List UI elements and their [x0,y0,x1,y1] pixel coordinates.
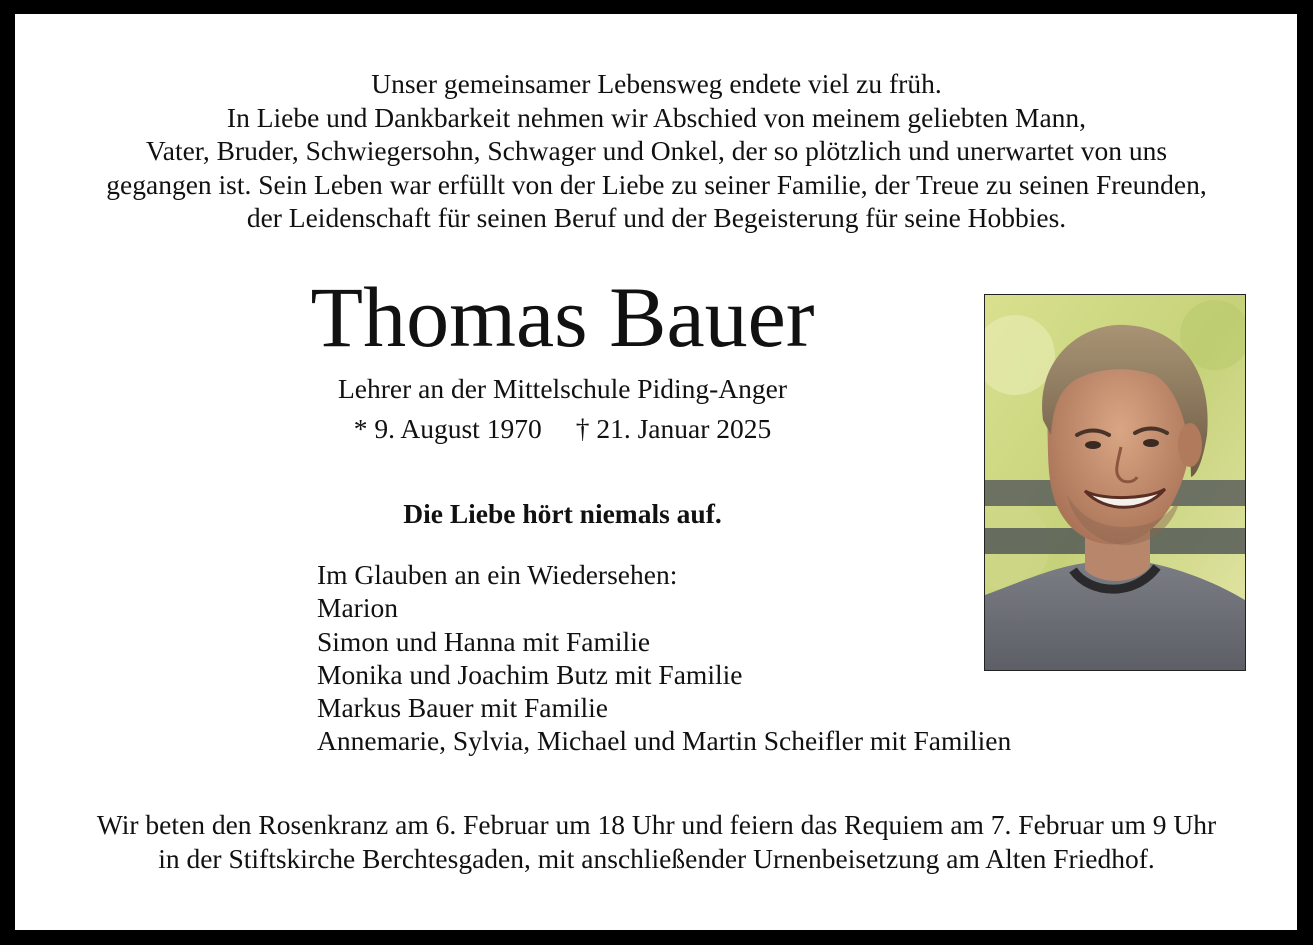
intro-line: In Liebe und Dankbarkeit nehmen wir Abschied von meinem geliebten Mann, [226,101,1087,133]
service-line: Wir beten den Rosenkranz am 6. Februar um 18 Uhr und feiern das Requiem am 7. Februar um 9 Uhr [96,809,1217,840]
service-info [20,808,1293,875]
mourner-entry: Annemarie, Sylvia, Michael und Martin Scheifler mit Familien [317,725,1012,757]
portrait-photo [984,294,1246,671]
deceased-occupation: Lehrer an der Mittelschule Piding-Anger [337,373,788,404]
mourners-heading: Im Glauben an ein Wiedersehen: [317,559,678,590]
motto: Die Liebe hört niemals auf. [403,498,722,529]
intro-line: Unser gemeinsamer Lebensweg endete viel zu früh. [371,68,942,99]
mourners-list [317,558,1011,758]
mourner-entry: Monika und Joachim Butz mit Familie [317,658,743,690]
death-date: † 21. Januar 2025 [575,413,772,444]
mourner-entry: Marion [317,592,398,624]
life-dates [200,412,925,446]
intro-line: Vater, Bruder, Schwiegersohn, Schwager und Onkel, der so plötzlich und unerwartet von uns [145,135,1168,166]
mourner-entry: Markus Bauer mit Familie [317,692,608,724]
service-line: in der Stiftskirche Berchtesgaden, mit anschließender Urnenbeisetzung am Alten Friedhof. [158,842,1155,874]
intro-line: gegangen ist. Sein Leben war erfüllt von der Liebe zu seiner Familie, der Treue zu seinen Freunden, [106,168,1207,200]
portrait-illustration [985,295,1245,670]
deceased-name: Thomas Bauer [310,269,815,365]
mourner-entry: Simon und Hanna mit Familie [317,625,651,657]
intro-text [20,67,1293,235]
birth-date: * 9. August 1970 [353,413,542,444]
intro-line: der Leidenschaft für seinen Beruf und der Begeisterung für seine Hobbies. [246,202,1067,233]
